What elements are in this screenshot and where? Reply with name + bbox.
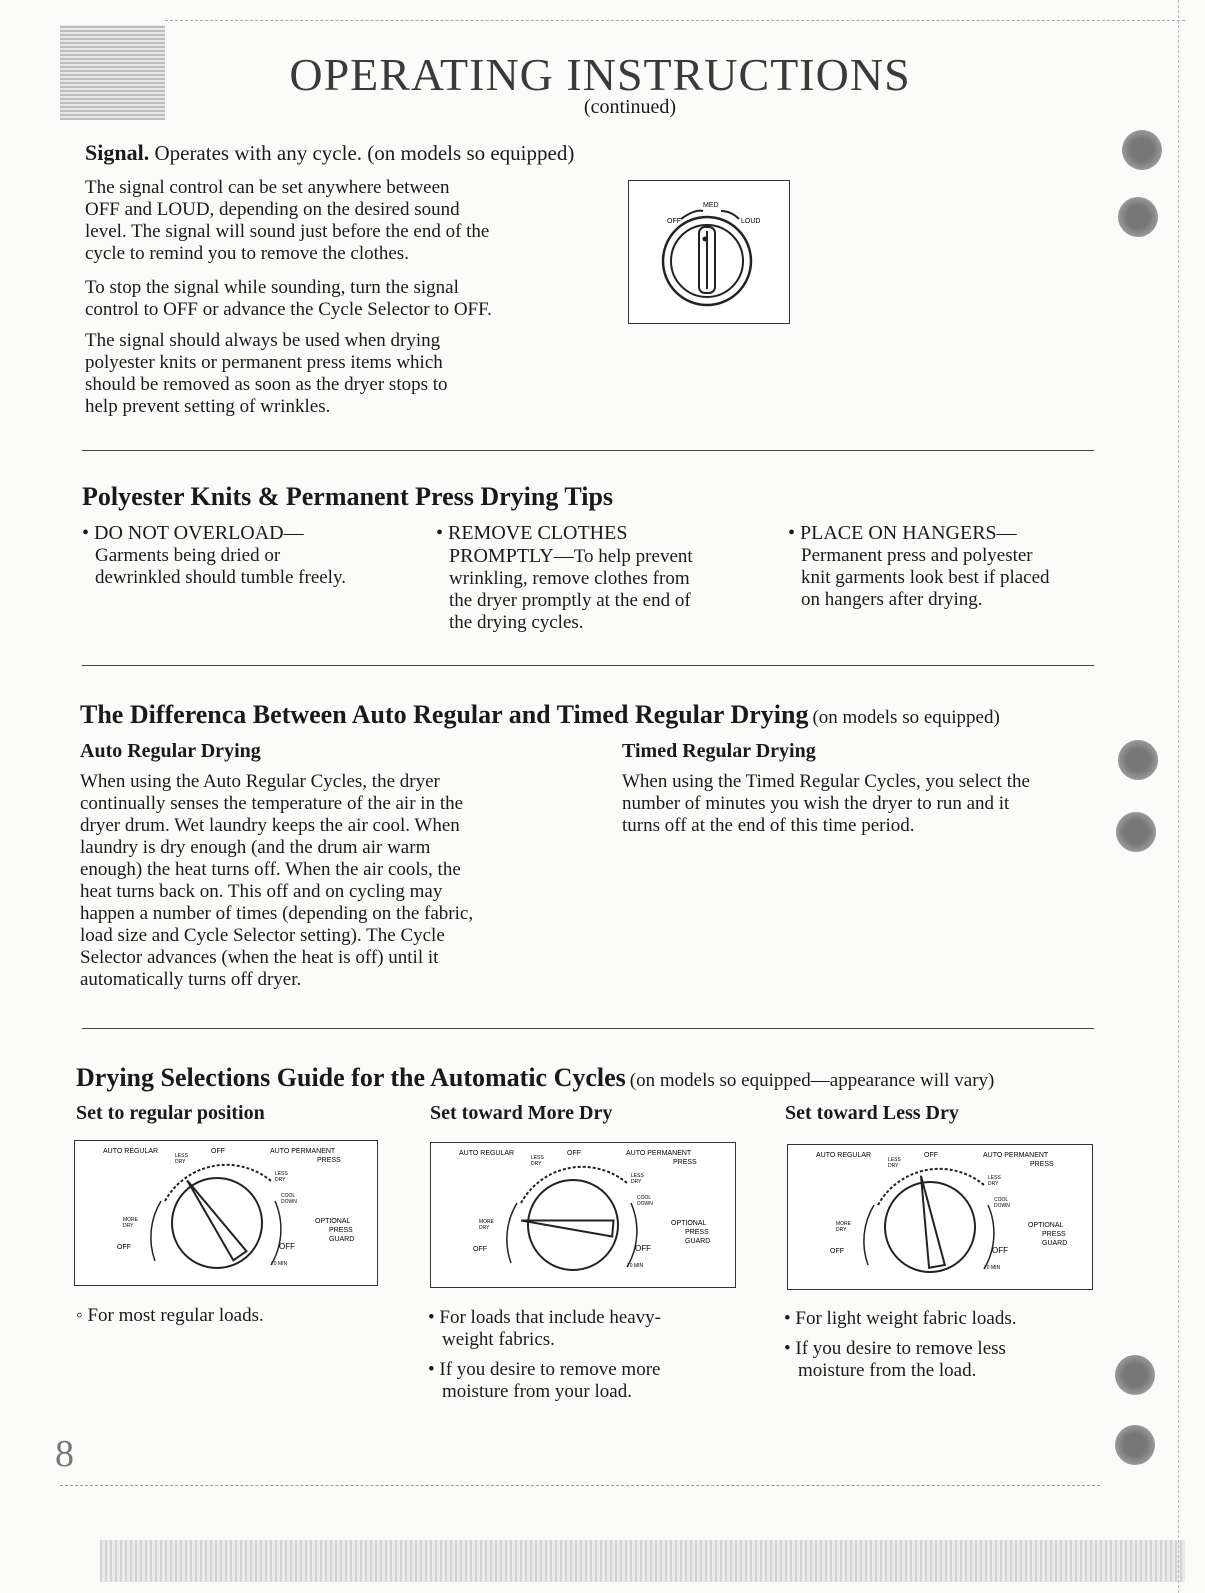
page-edge <box>1178 0 1179 1593</box>
dial-label-optional-press: PRESS <box>329 1227 353 1234</box>
section-divider <box>82 450 1094 451</box>
dial-scale-arc-right <box>984 1205 994 1269</box>
cycle-dial-less-dry-icon <box>788 1145 1092 1289</box>
dial-label-down: DOWN <box>281 1199 297 1205</box>
text-line: cycle to remind you to remove the clothes. <box>85 243 409 264</box>
dial-label-press: PRESS <box>317 1157 341 1164</box>
bullet-line: ◦ For most regular loads. <box>76 1305 264 1326</box>
text-line: When using the Auto Regular Cycles, the dryer <box>80 771 440 792</box>
dial-label-dry: DRY <box>888 1163 899 1169</box>
timed-regular-title: Timed Regular Drying <box>622 740 816 762</box>
text-line: laundry is dry enough (and the drum air warm <box>80 837 431 858</box>
cycle-dial-regular <box>74 1140 378 1286</box>
dial-label-optional-press: PRESS <box>685 1229 709 1236</box>
text-line: To help prevent <box>573 546 693 567</box>
signal-heading-line <box>85 140 574 166</box>
dial-label-off-top: OFF <box>924 1152 938 1159</box>
dial-label-off: OFF <box>667 218 681 225</box>
tip-text <box>82 545 402 589</box>
page-title: OPERATING INSTRUCTIONS <box>289 49 911 100</box>
bullet-line: • If you desire to remove more <box>428 1359 661 1380</box>
guide-bullets-regular <box>76 1305 406 1327</box>
dial-label-more-dry: DRY <box>836 1227 847 1233</box>
dial-label-cool: COOL <box>994 1197 1009 1203</box>
guide-col-title-more-dry: Set toward More Dry <box>430 1102 613 1124</box>
tip-text <box>436 545 766 634</box>
binder-hole-icon <box>1115 1425 1155 1465</box>
dial-label-dry-right: DRY <box>275 1177 286 1183</box>
dial-label-optional: OPTIONAL <box>671 1220 707 1227</box>
dial-label-more: MORE <box>479 1219 494 1225</box>
tip-place-on-hangers <box>788 522 1108 611</box>
dial-label-less-right: LESS <box>631 1173 644 1179</box>
dial-label-auto-permanent: AUTO PERMANENT <box>270 1148 336 1155</box>
tip-text <box>788 545 1108 611</box>
dial-label-loud: LOUD <box>741 218 761 225</box>
text-line: Garments being dried or <box>95 545 281 566</box>
dial-label-cool: COOL <box>281 1193 296 1199</box>
section-divider <box>82 665 1094 666</box>
text-line: The signal should always be used when drying <box>85 330 441 351</box>
text-line: should be removed as soon as the dryer stops to <box>85 374 448 395</box>
timed-regular-section <box>622 740 1102 837</box>
dial-label-auto-permanent: AUTO PERMANENT <box>983 1152 1049 1159</box>
scan-artifact-strip <box>100 1540 1185 1582</box>
dial-label-dry: DRY <box>175 1159 186 1165</box>
text-line: load size and Cycle Selector setting). The Cycle <box>80 925 445 946</box>
dial-label-less: LESS <box>175 1153 188 1159</box>
text-line: dryer drum. Wet laundry keeps the air cool. When <box>80 815 460 836</box>
text-line: When using the Timed Regular Cycles, you select the <box>622 771 1030 792</box>
dial-label-off-right: OFF <box>992 1246 1008 1255</box>
dial-label-down: DOWN <box>994 1203 1010 1209</box>
text-line: polyester knits or permanent press items which <box>85 352 443 373</box>
dial-label-dry: DRY <box>531 1161 542 1167</box>
bullet-line: weight fabrics. <box>442 1329 555 1350</box>
text-line: number of minutes you wish the dryer to run and it <box>622 793 1010 814</box>
signal-paragraph-2 <box>85 277 605 321</box>
text-line: the dryer promptly at the end of <box>449 590 691 611</box>
tip-title: • REMOVE CLOTHES <box>436 522 628 544</box>
text-line: Permanent press and polyester <box>801 545 1033 566</box>
signal-heading-note: Operates with any cycle. (on models so equipped) <box>154 141 575 165</box>
bullet-line: • For light weight fabric loads. <box>784 1308 1017 1329</box>
dial-label-off-left: OFF <box>830 1248 844 1255</box>
text-line: wrinkling, remove clothes from <box>449 568 690 589</box>
dial-label-less-right: LESS <box>275 1171 288 1177</box>
dial-label-less: LESS <box>531 1155 544 1161</box>
tip-title-cont: PROMPTLY— <box>449 545 574 567</box>
dial-label-more-dry: DRY <box>479 1225 490 1231</box>
dial-label-off-left: OFF <box>117 1244 131 1251</box>
guide-bullets-less-dry <box>784 1308 1124 1382</box>
guide-bullets-more-dry <box>428 1307 768 1403</box>
signal-dial-icon <box>629 181 789 323</box>
dial-label-press: PRESS <box>1030 1161 1054 1168</box>
dial-label-auto-regular: AUTO REGULAR <box>103 1148 159 1155</box>
dial-label-off-right: OFF <box>635 1244 651 1253</box>
signal-heading: Signal. <box>85 140 150 165</box>
dial-label-70-min: 70 MIN <box>271 1261 288 1267</box>
bullet-line: • If you desire to remove less <box>784 1338 1006 1359</box>
dial-label-70-min: 70 MIN <box>984 1265 1001 1271</box>
cycle-dial-more-dry <box>430 1142 736 1288</box>
difference-heading-line <box>80 700 1000 730</box>
guide-col-title-regular: Set to regular position <box>76 1102 265 1124</box>
text-line: automatically turns off dryer. <box>80 969 302 990</box>
signal-paragraph-3 <box>85 330 605 418</box>
text-line: enough) the heat turns off. When the air cools, the <box>80 859 461 880</box>
guide-heading: Drying Selections Guide for the Automatic Cycles <box>76 1063 626 1092</box>
dial-scale-arc-right <box>271 1201 281 1265</box>
auto-regular-title: Auto Regular Drying <box>80 740 261 762</box>
dial-label-off-top: OFF <box>211 1148 225 1155</box>
auto-regular-section <box>80 740 600 991</box>
dial-scale-arc-left <box>507 1203 517 1263</box>
dial-label-med: MED <box>703 202 719 209</box>
dial-label-auto-regular: AUTO REGULAR <box>816 1152 872 1159</box>
difference-heading-note: (on models so equipped) <box>812 707 1000 728</box>
cycle-dial-less-dry <box>787 1144 1093 1290</box>
dial-scale-arc-right <box>627 1203 637 1267</box>
text-line: help prevent setting of wrinkles. <box>85 396 331 417</box>
text-line: level. The signal will sound just before the end of the <box>85 221 490 242</box>
dial-label-auto-permanent: AUTO PERMANENT <box>626 1150 692 1157</box>
dial-label-more: MORE <box>123 1217 138 1223</box>
dial-label-guard: GUARD <box>685 1238 711 1245</box>
text-line: the drying cycles. <box>449 612 584 633</box>
brand-logo-icon <box>60 25 165 120</box>
tip-title: • DO NOT OVERLOAD— <box>82 522 304 544</box>
page-subtitle: (continued) <box>583 96 677 118</box>
text-line: turns off at the end of this time period. <box>622 815 915 836</box>
tip-remove-promptly <box>436 522 766 634</box>
dial-label-off-left: OFF <box>473 1246 487 1253</box>
text-line: continually senses the temperature of the air in the <box>80 793 464 814</box>
dial-label-optional-press: PRESS <box>1042 1231 1066 1238</box>
signal-paragraph-1 <box>85 177 605 265</box>
binder-hole-icon <box>1116 812 1156 852</box>
dial-scale-arc-left <box>864 1205 874 1265</box>
text-line: Selector advances (when the heat is off) until it <box>80 947 439 968</box>
cycle-dial-more-dry-icon <box>431 1143 735 1287</box>
footer-rule <box>60 1485 1100 1486</box>
guide-heading-line <box>76 1063 994 1093</box>
text-line: dewrinkled should tumble freely. <box>95 567 346 588</box>
dial-label-off-right: OFF <box>279 1242 295 1251</box>
text-line: The signal control can be set anywhere between <box>85 177 450 198</box>
dial-label-down: DOWN <box>637 1201 653 1207</box>
dial-label-dry-right: DRY <box>631 1179 642 1185</box>
timed-regular-text <box>622 771 1102 837</box>
dial-label-70-min: 70 MIN <box>627 1263 644 1269</box>
text-line: heat turns back on. This off and on cycling may <box>80 881 443 902</box>
difference-heading: The Differenca Between Auto Regular and Timed Regular Drying <box>80 700 809 729</box>
dial-label-off-top: OFF <box>567 1150 581 1157</box>
dial-label-dry-right: DRY <box>988 1181 999 1187</box>
dial-label-guard: GUARD <box>329 1236 355 1243</box>
cycle-dial-regular-icon <box>75 1141 377 1285</box>
dial-label-more: MORE <box>836 1221 851 1227</box>
dial-label-optional: OPTIONAL <box>315 1218 351 1225</box>
bullet-line: moisture from your load. <box>442 1381 632 1402</box>
top-rule <box>165 20 1185 21</box>
binder-hole-icon <box>1118 740 1158 780</box>
text-line: happen a number of times (depending on the fabric, <box>80 903 474 924</box>
binder-hole-icon <box>1118 197 1158 237</box>
binder-hole-icon <box>1115 1355 1155 1395</box>
dial-scale-arc-left <box>151 1201 161 1261</box>
bullet-line: moisture from the load. <box>798 1360 977 1381</box>
dial-label-optional: OPTIONAL <box>1028 1222 1064 1229</box>
dial-label-less-right: LESS <box>988 1175 1001 1181</box>
dial-label-less: LESS <box>888 1157 901 1163</box>
binder-hole-icon <box>1122 130 1162 170</box>
bullet-line: • For loads that include heavy- <box>428 1307 662 1328</box>
text-line: control to OFF or advance the Cycle Selector to OFF. <box>85 299 492 320</box>
section-divider <box>82 1028 1094 1029</box>
guide-col-title-less-dry: Set toward Less Dry <box>785 1102 959 1124</box>
dial-label-cool: COOL <box>637 1195 652 1201</box>
text-line: OFF and LOUD, depending on the desired sound <box>85 199 460 220</box>
dial-label-more-dry: DRY <box>123 1223 134 1229</box>
text-line: knit garments look best if placed <box>801 567 1050 588</box>
text-line: on hangers after drying. <box>801 589 983 610</box>
tips-heading: Polyester Knits & Permanent Press Drying Tips <box>82 482 614 511</box>
dial-label-guard: GUARD <box>1042 1240 1068 1247</box>
guide-heading-note: (on models so equipped—appearance will vary) <box>629 1070 995 1091</box>
text-line: To stop the signal while sounding, turn the signal <box>85 277 459 298</box>
tip-do-not-overload <box>82 522 402 589</box>
signal-dial-figure <box>628 180 790 324</box>
dial-label-press: PRESS <box>673 1159 697 1166</box>
auto-regular-text <box>80 771 600 991</box>
tip-title: • PLACE ON HANGERS— <box>788 522 1017 544</box>
dial-label-auto-regular: AUTO REGULAR <box>459 1150 515 1157</box>
page-number: 8 <box>55 1433 74 1475</box>
